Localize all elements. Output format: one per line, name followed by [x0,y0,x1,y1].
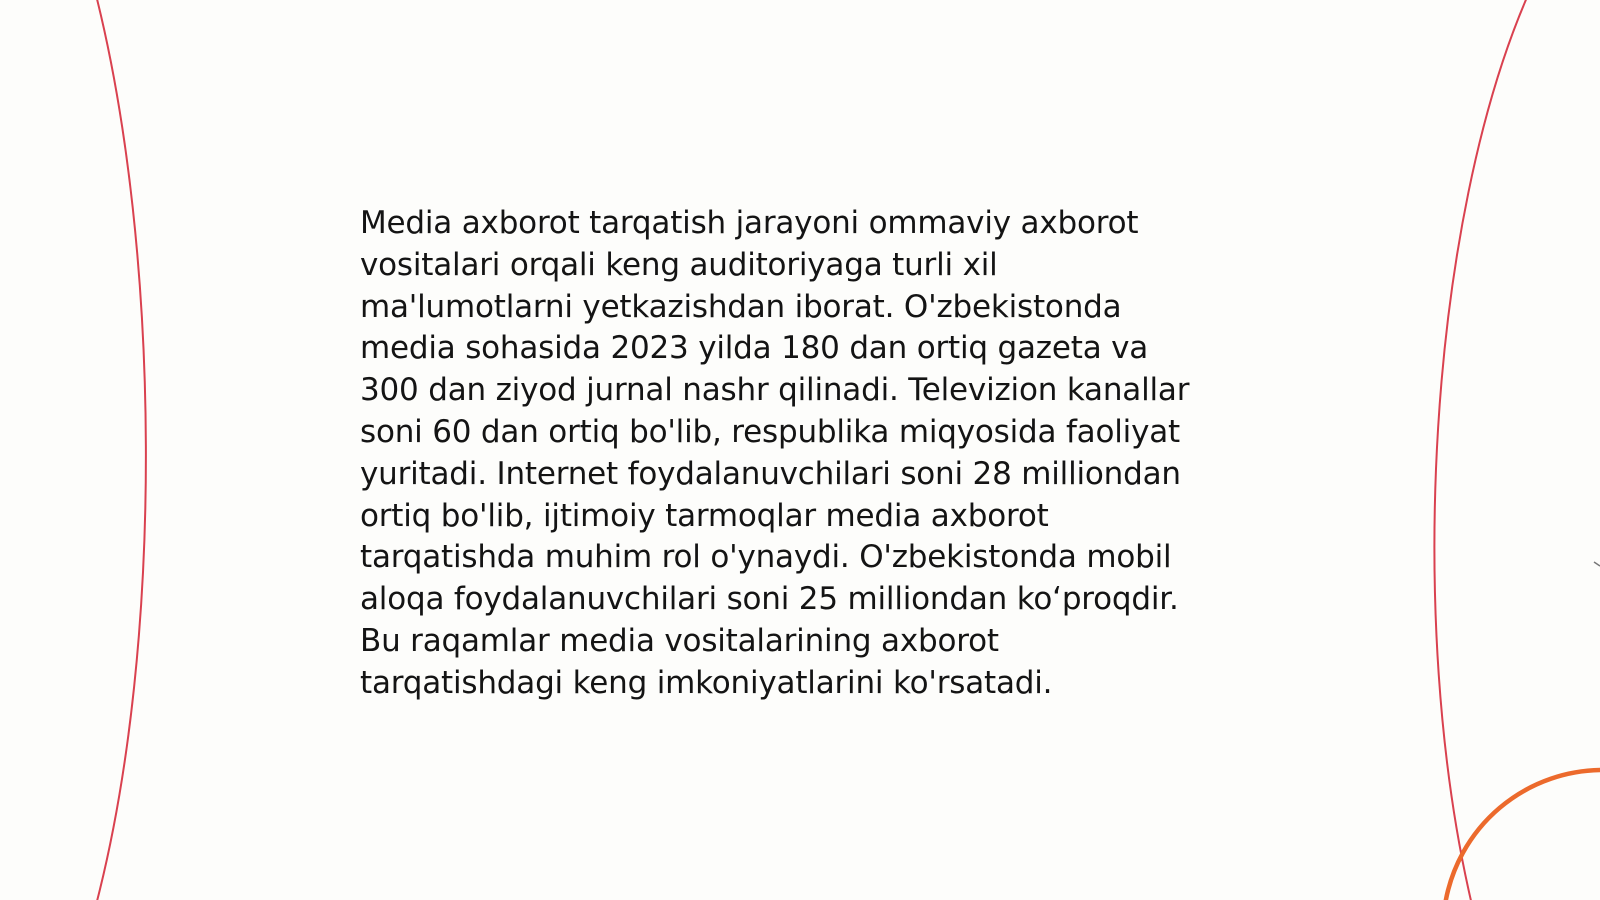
left-arc-decoration [96,0,146,900]
body-paragraph: Media axborot tarqatish jarayoni ommaviy axborot vositalari orqali keng auditoriyaga turli xil ma'lumotlarni yetkazishdan iborat. O'zbekistonda media sohasida 2023 yilda 180 dan ortiq gazeta va 300 dan ziyod jurnal nashr qilinadi. Televizion kanallar soni 60 dan ortiq bo'lib, respublika miqyosida faoliyat yuritadi. Internet foydalanuvchilari soni 28 milliondan ortiq bo'lib, ijtimoiy tarmoqlar media axborot tarqatishda muhim rol o'ynaydi. O'zbekistonda mobil aloqa foydalanuvchilari soni 25 milliondan ko‘proqdir. Bu raqamlar media vositalarining axborot tarqatishdagi keng imkoniyatlarini ko'rsatadi. [360,205,1190,701]
small-tick-decoration [1594,562,1600,566]
right-arc-decoration [1434,0,1528,900]
orange-circle-decoration [1445,770,1600,900]
